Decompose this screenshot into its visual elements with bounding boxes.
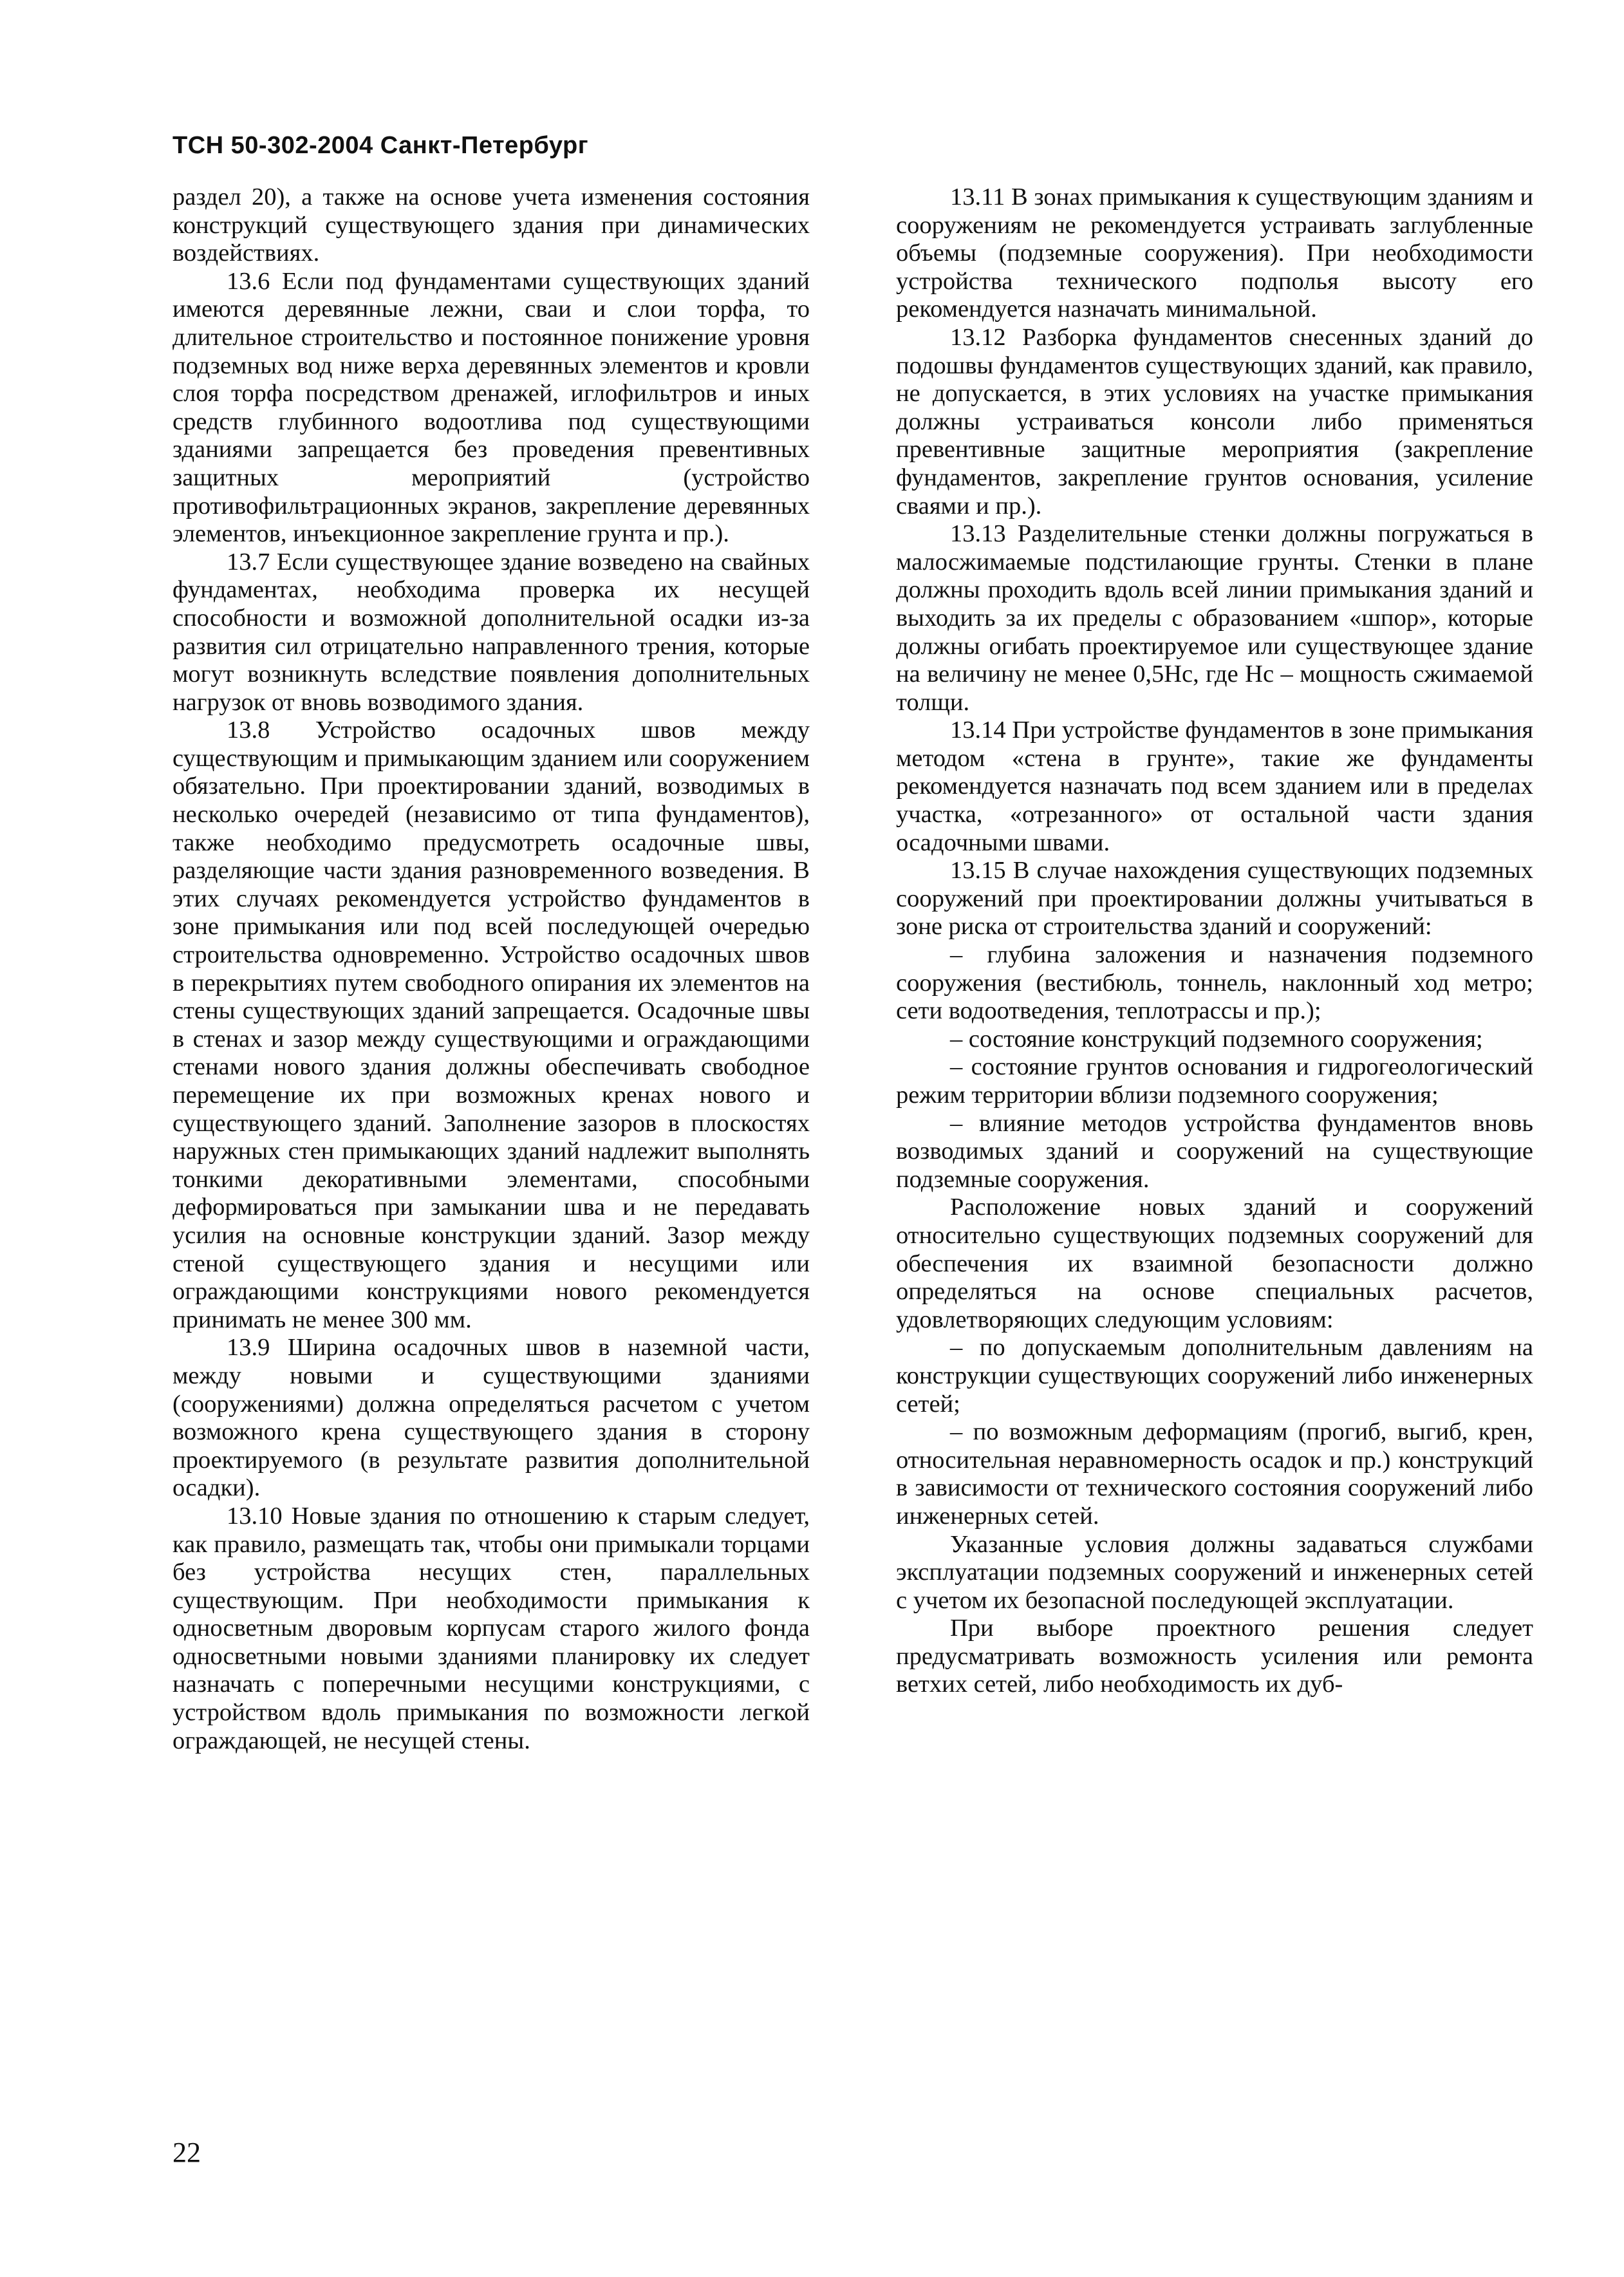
- paragraph-13-15: 13.15 В случае нахождения существующих подземных сооружений при проектировании должны учитываться в зоне риска от строительства зданий и сооружений:: [896, 857, 1533, 941]
- right-column: [896, 183, 1533, 1699]
- paragraph-13-7: 13.7 Если существующее здание возведено на свайных фундаментах, необходима проверка их несущей способности и возможной дополнительной осадки из-за развития сил отрицательно направленного трения, которые могут возникнуть вследствие появления дополнительных нагрузок от вновь возводимого здания.: [173, 548, 810, 716]
- paragraph-13-14: 13.14 При устройстве фундаментов в зоне примыкания методом «стена в грунте», такие же фундаменты рекомендуется назначать под всем зданием или в пределах участка, «отрезанного» от остальной части здания осадочными швами.: [896, 717, 1533, 856]
- list-item: – состояние конструкций подземного сооружения;: [950, 1025, 1483, 1053]
- paragraph-conditions: Указанные условия должны задаваться службами эксплуатации подземных сооружений и инженерных сетей с учетом их безопасной последующей эксплуатации.: [896, 1530, 1533, 1614]
- list-item: – глубина заложения и назначения подземного сооружения (вестибюль, тоннель, наклонный ход метро; сети водоотведения, теплотрассы и пр.);: [896, 941, 1533, 1025]
- list-item: – состояние грунтов основания и гидрогеологический режим территории вблизи подземного сооружения;: [896, 1053, 1533, 1109]
- paragraph-13-8: 13.8 Устройство осадочных швов между существующим и примыкающим зданием или сооружением обязательно. При проектировании зданий, возводимых в несколько очередей (независимо от типа фундаментов), также необходимо предусмотреть осадочные швы, разделяющие части здания разновременного возведения. В этих случаях рекомендуется устройство фундаментов в зоне примыкания или под всей последующей очередью строительства одновременно. Устройство осадочных швов в перекрытиях путем свободного опирания их элементов на стены существующих зданий запрещается. Осадочные швы в стенах и зазор между существующими и ограждающими стенами нового здания должны обеспечивать свободное перемещение их при возможных кренах нового и существующего зданий. Заполнение зазоров в плоскостях наружных стен примыкающих зданий надлежит выполнять тонкими декоративными элементами, способными деформироваться при замыкании шва и не передавать усилия на основные конструкции зданий. Зазор между стеной существующего здания и несущими или ограждающими конструкциями нового рекомендуется принимать не менее 300 мм.: [173, 717, 810, 1333]
- paragraph-13-10: 13.10 Новые здания по отношению к старым следует, как правило, размещать так, чтобы они примыкали торцами без устройства несущих стен, параллельных существующим. При необходимости примыкания к односветным дворовым корпусам старого жилого фонда односветными новыми зданиями планировку их следует назначать с поперечными несущими конструкциями, с устройством вдоль примыкания по возможности легкой ограждающей, не несущей стены.: [173, 1502, 810, 1754]
- page-number: 22: [173, 2137, 201, 2168]
- paragraph-13-9: 13.9 Ширина осадочных швов в наземной части, между новыми и существующими зданиями (сооружениями) должна определяться расчетом с учетом возможного крена существующего здания в сторону проектируемого (в результате развития дополнительной осадки).: [173, 1334, 810, 1502]
- list-item: – по возможным деформациям (прогиб, выгиб, крен, относительная неравномерность осадок и пр.) конструкций в зависимости от технического состояния сооружений либо инженерных сетей.: [896, 1418, 1533, 1530]
- paragraph-continuation: раздел 20), а также на основе учета изменения состояния конструкций существующего здания при динамических воздействиях.: [173, 183, 810, 267]
- left-column: [173, 183, 810, 1755]
- list-item: – по допускаемым дополнительным давлениям на конструкции существующих сооружений либо инженерных сетей;: [896, 1334, 1533, 1418]
- paragraph-13-6: 13.6 Если под фундаментами существующих зданий имеются деревянные лежни, сваи и слои торфа, то длительное строительство и постоянное понижение уровня подземных вод ниже верха деревянных элементов и кровли слоя торфа посредством дренажей, иглофильтров и иных средств глубинного водоотлива под существующими зданиями запрещается без проведения превентивных защитных мероприятий (устройство противофильтрационных экранов, закрепление деревянных элементов, инъекционное закрепление грунта и пр.).: [173, 267, 810, 548]
- paragraph-placement: Расположение новых зданий и сооружений относительно существующих подземных сооружений для обеспечения их взаимной безопасности должно определяться на основе специальных расчетов, удовлетворяющих следующим условиям:: [896, 1194, 1533, 1333]
- paragraph-13-13: 13.13 Разделительные стенки должны погружаться в малосжимаемые подстилающие грунты. Стенки в плане должны проходить вдоль всей линии примыкания зданий и выходить за их пределы с образованием «шпор», которые должны огибать проектируемое или существующее здание на величину не менее 0,5Hс, где Hс – мощность сжимаемой толщи.: [896, 520, 1533, 716]
- list-item: – влияние методов устройства фундаментов вновь возводимых зданий и сооружений на существующие подземные сооружения.: [896, 1109, 1533, 1193]
- paragraph-13-12: 13.12 Разборка фундаментов снесенных зданий до подошвы фундаментов существующих зданий, как правило, не допускается, в этих условиях на участке примыкания должны устраиваться консоли либо применяться превентивные защитные мероприятия (закрепление фундаментов, закрепление грунтов основания, усиление сваями и пр.).: [896, 323, 1533, 520]
- page-header: ТСН 50-302-2004 Санкт-Петербург: [173, 132, 589, 159]
- paragraph-13-11: 13.11 В зонах примыкания к существующим зданиям и сооружениям не рекомендуется устраивать заглубленные объемы (подземные сооружения). При необходимости устройства технического подполья высоту его рекомендуется назначать минимальной.: [896, 183, 1533, 323]
- paragraph-design-choice: При выборе проектного решения следует предусматривать возможность усиления или ремонта ветхих сетей, либо необходимость их дуб-: [896, 1615, 1533, 1698]
